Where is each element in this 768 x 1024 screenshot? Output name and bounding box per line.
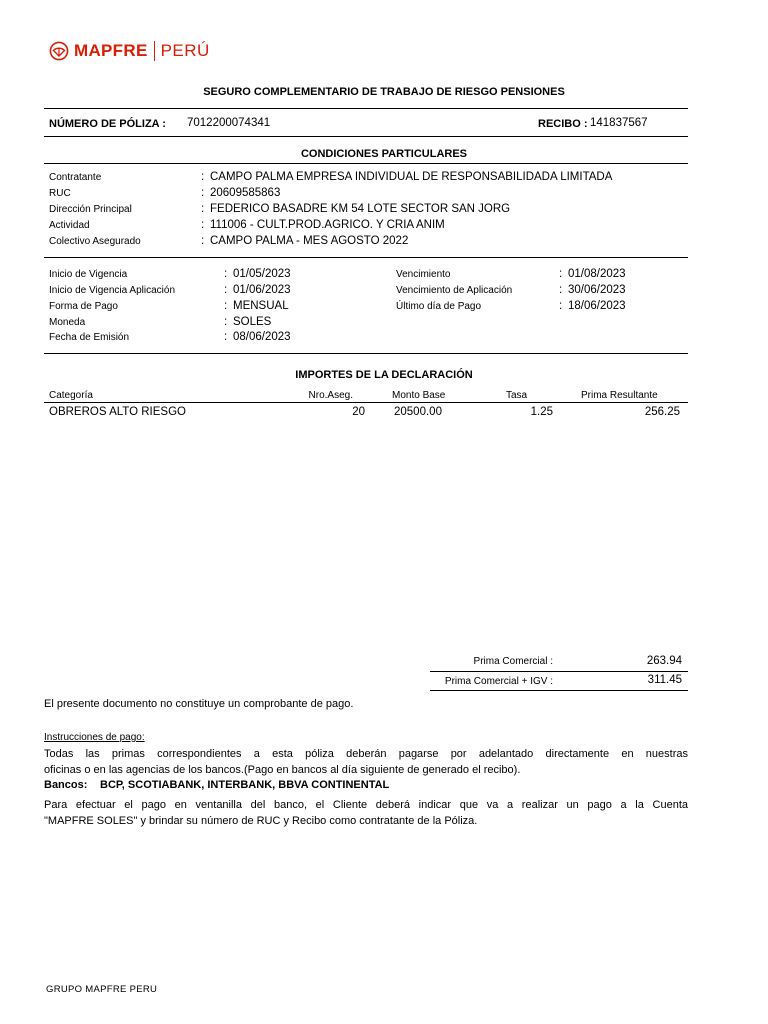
cell-monto-base: 20500.00 <box>394 406 442 418</box>
logo-divider <box>154 41 155 61</box>
prima-comercial-label: Prima Comercial : <box>473 656 553 667</box>
moneda-label: Moneda <box>49 317 86 328</box>
separator: : <box>224 331 228 343</box>
forma-pago-value: MENSUAL <box>233 300 289 312</box>
receipt-value: 141837567 <box>590 117 648 129</box>
inicio-vigencia-label: Inicio de Vigencia <box>49 269 128 280</box>
direccion-value: FEDERICO BASADRE KM 54 LOTE SECTOR SAN JORG <box>210 203 511 215</box>
separator: : <box>201 171 205 183</box>
ultimo-dia-pago-value: 18/06/2023 <box>568 300 626 312</box>
separator: : <box>201 219 205 231</box>
ruc-label: RUC <box>49 188 71 199</box>
col-nro-aseg: Nro.Aseg. <box>308 390 353 401</box>
importes-title: IMPORTES DE LA DECLARACIÓN <box>295 369 473 381</box>
receipt-label: RECIBO : <box>538 118 588 130</box>
mapfre-logo <box>49 38 210 64</box>
banks-label: Bancos: <box>44 779 88 791</box>
separator: : <box>559 300 563 312</box>
table-header-divider <box>44 402 688 403</box>
payment-notice: El presente documento no constituye un comprobante de pago. <box>44 698 354 710</box>
ruc-value: 20609585863 <box>210 187 281 199</box>
col-categoria: Categoría <box>49 390 93 401</box>
vencimiento-aplicacion-label: Vencimiento de Aplicación <box>396 285 513 296</box>
actividad-value: 111006 - CULT.PROD.AGRICO. Y CRIA ANIM <box>210 219 445 231</box>
colectivo-value: CAMPO PALMA - MES AGOSTO 2022 <box>210 235 409 247</box>
prima-comercial-value: 263.94 <box>646 655 682 667</box>
ultimo-dia-pago-label: Último día de Pago <box>396 301 482 312</box>
separator: : <box>559 268 563 280</box>
instructions-paragraph-1-line-2: oficinas o en las agencias de los bancos.(Pago en bancos al día siguiente de generado el recibo). <box>44 764 521 776</box>
separator: : <box>201 203 205 215</box>
policy-number-value: 7012200074341 <box>187 117 271 129</box>
divider <box>44 108 688 109</box>
banks-value: BCP, SCOTIABANK, INTERBANK, BBVA CONTINENTAL <box>100 779 390 791</box>
instructions-title: Instrucciones de pago: <box>44 732 145 743</box>
policy-number-label: NÚMERO DE PÓLIZA : <box>49 118 166 130</box>
brand-country: PERÚ <box>160 41 210 60</box>
divider <box>44 136 688 137</box>
totals-divider <box>430 690 688 691</box>
cell-categoria: OBREROS ALTO RIESGO <box>49 406 186 418</box>
divider <box>44 353 688 354</box>
brand-name: MAPFRE <box>74 41 148 60</box>
prima-igv-label: Prima Comercial + IGV : <box>444 676 553 687</box>
prima-igv-value: 311.45 <box>647 674 682 686</box>
instructions-paragraph-2-line-1: Para efectuar el pago en ventanilla del banco, el Cliente deberá indicar que va a realizar un pago a la Cuenta <box>44 799 688 811</box>
divider <box>44 257 688 258</box>
vencimiento-aplicacion-value: 30/06/2023 <box>568 284 626 296</box>
cell-prima-resultante: 256.25 <box>644 406 680 418</box>
vencimiento-value: 01/08/2023 <box>568 268 626 280</box>
forma-pago-label: Forma de Pago <box>49 301 118 312</box>
instructions-paragraph-1-line-1: Todas las primas correspondientes a esta póliza deberán pagarse por adelantado directamente en nuestras <box>44 748 688 760</box>
separator: : <box>224 316 228 328</box>
inicio-aplicacion-value: 01/06/2023 <box>233 284 291 296</box>
inicio-aplicacion-label: Inicio de Vigencia Aplicación <box>49 285 176 296</box>
fecha-emision-value: 08/06/2023 <box>233 331 291 343</box>
col-monto-base: Monto Base <box>392 390 446 401</box>
separator: : <box>201 187 205 199</box>
separator: : <box>224 300 228 312</box>
separator: : <box>201 235 205 247</box>
footer-company: GRUPO MAPFRE PERU <box>46 984 158 995</box>
direccion-label: Dirección Principal <box>49 204 132 215</box>
contratante-label: Contratante <box>49 172 102 183</box>
document-title: SEGURO COMPLEMENTARIO DE TRABAJO DE RIESGO PENSIONES <box>203 86 565 98</box>
separator: : <box>224 284 228 296</box>
contratante-value: CAMPO PALMA EMPRESA INDIVIDUAL DE RESPONSABILIDADA LIMITADA <box>210 171 613 183</box>
inicio-vigencia-value: 01/05/2023 <box>233 268 291 280</box>
col-prima-resultante: Prima Resultante <box>581 390 658 401</box>
separator: : <box>559 284 563 296</box>
vencimiento-label: Vencimiento <box>396 269 451 280</box>
divider <box>44 163 688 164</box>
col-tasa: Tasa <box>506 390 528 401</box>
cell-tasa: 1.25 <box>530 406 553 418</box>
conditions-title: CONDICIONES PARTICULARES <box>300 148 468 160</box>
cell-nro-aseg: 20 <box>352 406 365 418</box>
instructions-paragraph-2-line-2: "MAPFRE SOLES" y brindar su número de RUC y Recibo como contratante de la Póliza. <box>44 815 478 827</box>
totals-divider <box>430 671 688 672</box>
mapfre-logo-icon <box>49 41 69 61</box>
colectivo-label: Colectivo Asegurado <box>49 236 141 247</box>
fecha-emision-label: Fecha de Emisión <box>49 332 130 343</box>
separator: : <box>224 268 228 280</box>
actividad-label: Actividad <box>49 220 90 231</box>
moneda-value: SOLES <box>233 316 272 328</box>
